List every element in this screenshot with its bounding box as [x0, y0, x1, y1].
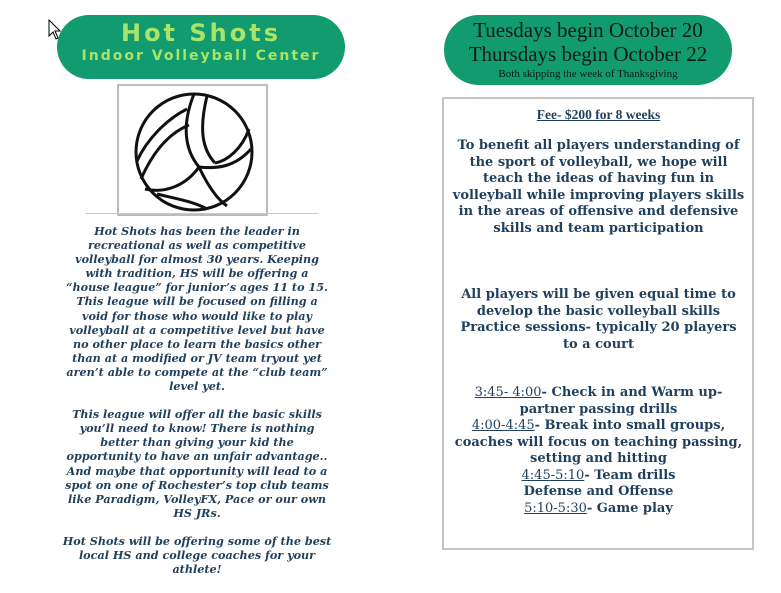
divider [85, 213, 318, 214]
schedule-activity: - Game play [586, 500, 673, 516]
fee-heading: Fee- $200 for 8 weeks [536, 107, 661, 122]
schedule-item [452, 385, 745, 418]
intro-paragraph: Hot Shots has been the leader in recreational as well as competitive volleyball for almost 30 years. Keeping with tradition, HS will be offering a “house league” for junior’s ages 11 to 15. This league will be focused on filling a void for those who would like to play volleyball at a competitive level but have no other place to learn the basics other than at a modified or JV team tryout yet aren’t able to compete at the “club team” level yet. [66, 224, 328, 394]
schedule-item [452, 501, 745, 518]
schedule-time: 3:45- 4:00 [474, 385, 542, 400]
volleyball-image [117, 84, 268, 216]
volleyball-icon [127, 89, 260, 213]
schedule-activity: Defense and Offense [523, 484, 674, 499]
schedule-time: 4:45-5:10 [521, 467, 585, 483]
equal-time-text: All players will be given equal time to develop the basic volleyball skills Practice sessions- typically 20 players to a court [460, 287, 737, 352]
schedule-activity: - Break into small groups, coaches will focus on teaching passing, setting and hitting [454, 418, 743, 466]
schedule-banner [444, 15, 732, 85]
schedule-time: 4:00-4:45 [471, 418, 535, 433]
intro-paragraph: Hot Shots will be offering some of the best local HS and college coaches for your athlete! [62, 533, 332, 577]
schedule-item [452, 418, 745, 468]
intro-paragraph: This league will offer all the basic skills you’ll need to know! There is nothing better than giving your kid the opportunity to have an unfair advantage.. And maybe that opportunity will lead to a spot on one of Rochester’s top club teams like Paradigm, VolleyFX, Pace or our own HS JRs. [65, 407, 329, 520]
brand-banner [57, 15, 345, 79]
benefit-text: To benefit all players understanding of the sport of volleyball, we hope will teach the ideas of having fun in volleyball while improving players skills in the areas of offensive and defensive skills and team participation [452, 138, 745, 236]
intro-text [62, 224, 332, 590]
practice-schedule [452, 385, 745, 517]
brand-title: Hot Shots [120, 19, 282, 47]
schedule-note: Both skipping the week of Thanksgiving [498, 68, 678, 80]
schedule-activity: - Check in and Warm up- partner passing drills [519, 385, 723, 417]
schedule-line-tuesday: Tuesdays begin October 20 [473, 18, 703, 42]
schedule-item [452, 468, 745, 485]
schedule-activity: - Team drills [584, 467, 676, 483]
schedule-item [452, 484, 745, 501]
schedule-time: 5:10-5:30 [524, 500, 587, 516]
brand-subtitle: Indoor Volleyball Center [81, 48, 321, 64]
schedule-line-thursday: Thursdays begin October 22 [468, 42, 708, 66]
